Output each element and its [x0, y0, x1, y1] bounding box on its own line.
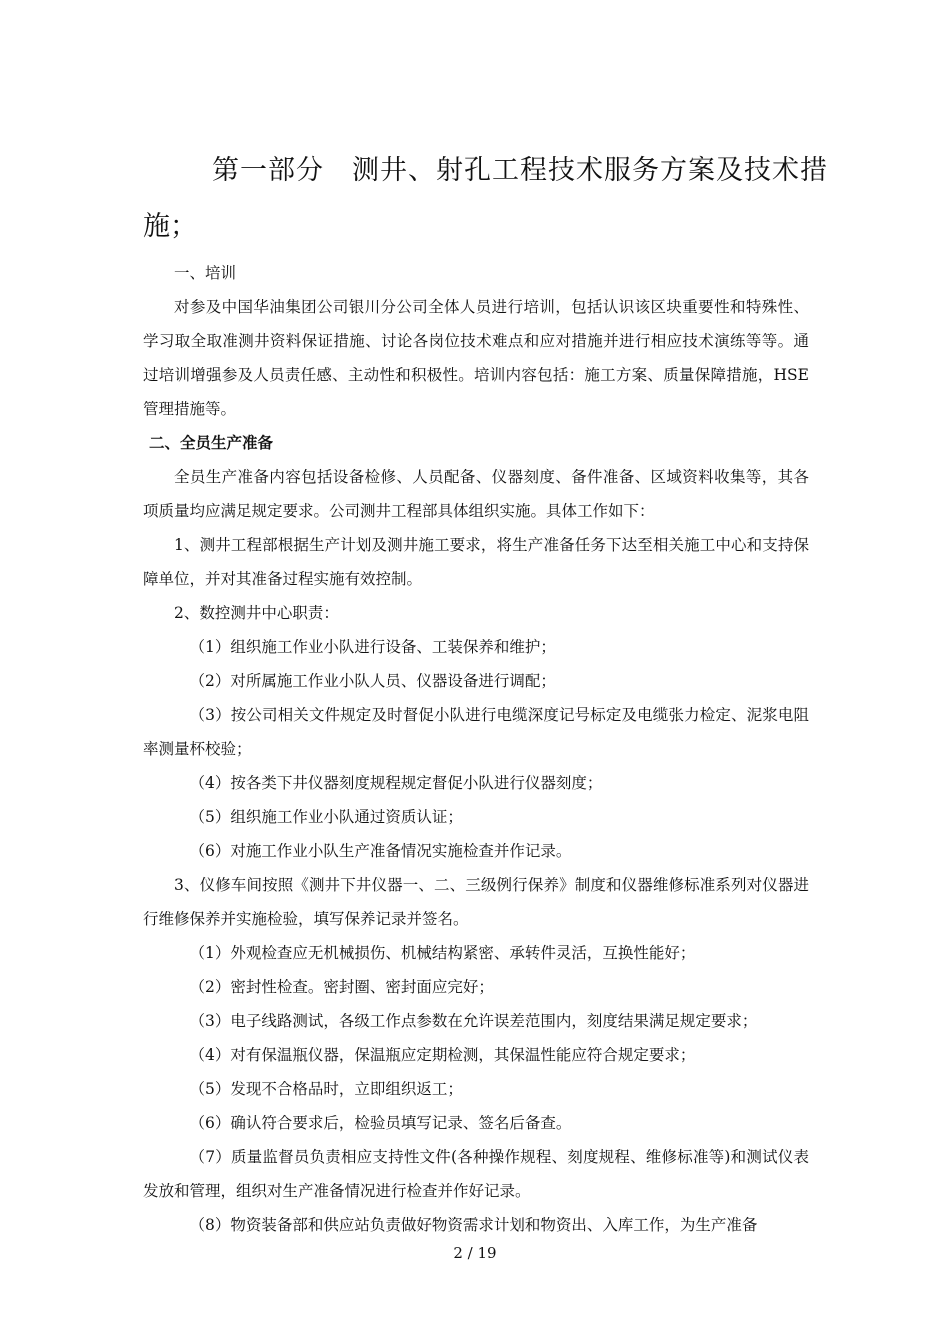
title-continuation: 施； [143, 211, 197, 242]
heading-training: 一、培训 [174, 264, 237, 282]
list-item: （6）对施工作业小队生产准备情况实施检查并作记录。 [189, 842, 572, 860]
paragraph: 对参及中国华油集团公司银川分公司全体人员进行培训，包括认识该区块重要性和特殊性、学习取全取准测井资料保证措施、讨论各岗位技术难点和应对措施并进行相应技术演练等等。通过培训增强参及人员责任感、主动性和积极性。培训内容包括：施工方案、质量保障措施，HSE管理措施等。 [143, 298, 809, 418]
list-item: （5）发现不合格品时，立即组织返工； [189, 1080, 463, 1098]
document-body [143, 256, 809, 1242]
title-part-label: 第一部分 [212, 155, 324, 186]
page-number: 2 / 19 [453, 1244, 497, 1262]
list-item: （2）密封性检查。密封圈、密封面应完好； [189, 978, 494, 996]
heading-production-prep: 二、全员生产准备 [149, 434, 274, 452]
list-item: （6）确认符合要求后，检验员填写记录、签名后备查。 [189, 1114, 572, 1132]
list-item: （1）外观检查应无机械损伤、机械结构紧密、承转件灵活，互换性能好； [189, 944, 696, 962]
list-item: （2）对所属施工作业小队人员、仪器设备进行调配； [189, 672, 556, 690]
title-main-text: 测井、射孔工程技术服务方案及技术措 [352, 155, 828, 186]
list-item: （8）物资装备部和供应站负责做好物资需求计划和物资出、入库工作，为生产准备 [189, 1216, 758, 1234]
list-item: （4）对有保温瓶仪器，保温瓶应定期检测，其保温性能应符合规定要求； [189, 1046, 696, 1064]
list-item: （3）按公司相关文件规定及时督促小队进行电缆深度记号标定及电缆张力检定、泥浆电阻率测量杯校验； [143, 706, 809, 758]
list-item: （4）按各类下井仪器刻度规程规定督促小队进行仪器刻度； [189, 774, 603, 792]
document-title [212, 148, 828, 187]
paragraph: 1、测井工程部根据生产计划及测井施工要求，将生产准备任务下达至相关施工中心和支持保障单位，并对其准备过程实施有效控制。 [143, 536, 809, 588]
list-item: （7）质量监督员负责相应支持性文件(各种操作规程、刻度规程、维修标准等)和测试仪表发放和管理，组织对生产准备情况进行检查并作好记录。 [143, 1148, 809, 1200]
list-item: （1）组织施工作业小队进行设备、工装保养和维护； [189, 638, 556, 656]
paragraph: 2、数控测井中心职责： [174, 604, 339, 622]
list-item: （3）电子线路测试，各级工作点参数在允许误差范围内，刻度结果满足规定要求； [189, 1012, 758, 1030]
list-item: （5）组织施工作业小队通过资质认证； [189, 808, 463, 826]
paragraph: 3、仪修车间按照《测井下井仪器一、二、三级例行保养》制度和仪器维修标准系列对仪器进行维修保养并实施检验，填写保养记录并签名。 [143, 876, 809, 928]
paragraph: 全员生产准备内容包括设备检修、人员配备、仪器刻度、备件准备、区域资料收集等，其各项质量均应满足规定要求。公司测井工程部具体组织实施。具体工作如下： [143, 468, 809, 520]
